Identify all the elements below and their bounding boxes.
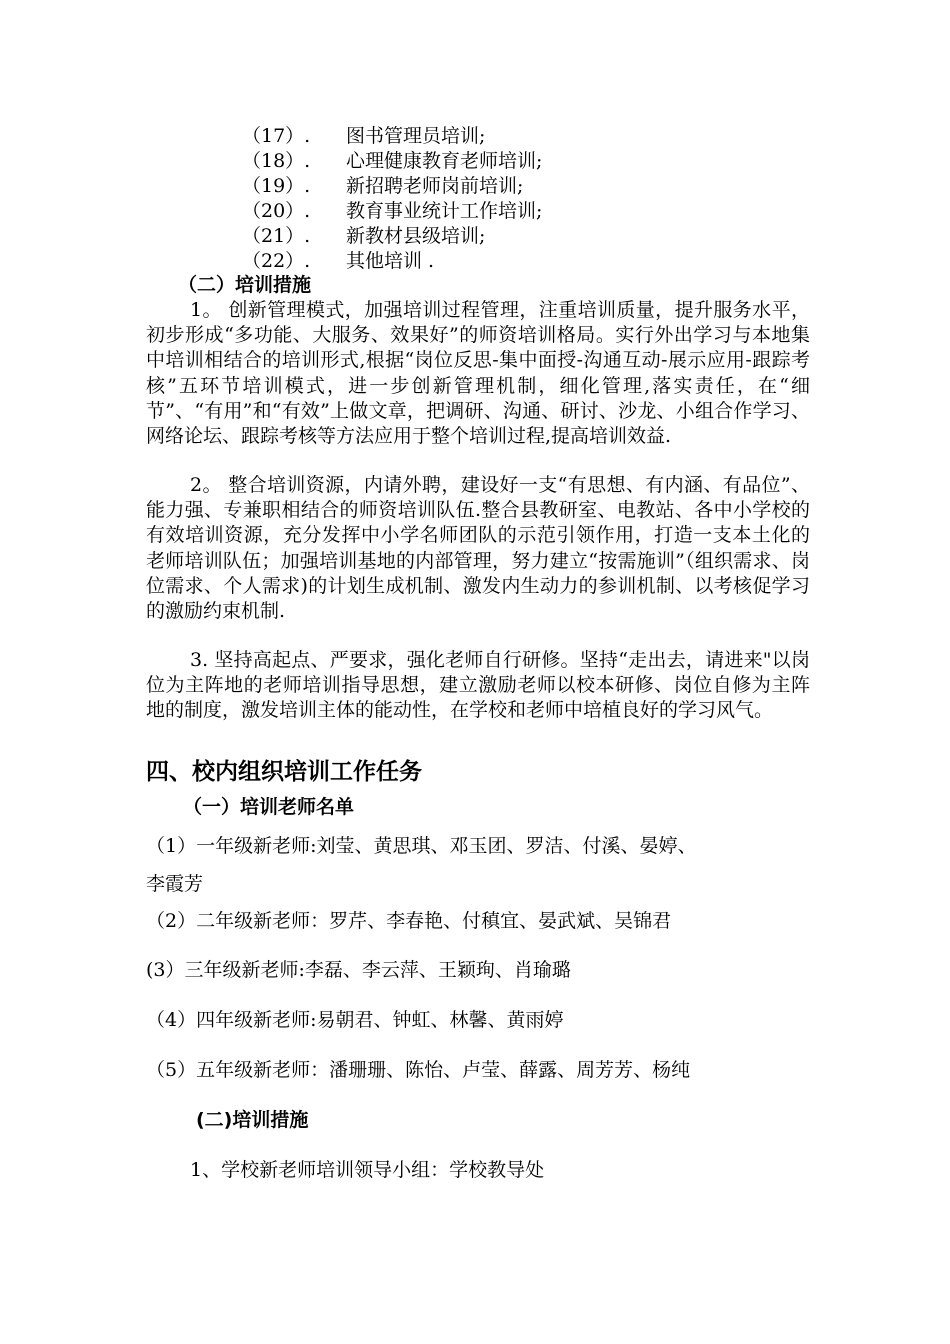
- list-item-text: 心理健康教育老师培训;: [346, 150, 543, 172]
- list-item: [242, 124, 485, 149]
- roster-line: （2）二年级新老师：罗芹、李春艳、付稹宜、晏武斌、吴锦君: [146, 910, 672, 932]
- list-item-text: 其他培训 .: [346, 250, 435, 272]
- list-item-number: （18）.: [242, 150, 311, 172]
- roster-line: （5）五年级新老师：潘珊珊、陈怡、卢莹、薛露、周芳芳、杨纯: [146, 1059, 691, 1081]
- list-item-text: 图书管理员培训;: [346, 125, 486, 147]
- leader-group-line: 1、学校新老师培训领导小组：学校教导处: [190, 1159, 545, 1181]
- section-heading: 四、校内组织培训工作任务: [146, 759, 422, 785]
- measures-heading: （二）培训措施: [178, 274, 312, 296]
- list-item: [242, 149, 542, 174]
- list-item: [242, 199, 542, 224]
- list-item-text: 教育事业统计工作培训;: [346, 200, 543, 222]
- list-item-number: （17）.: [242, 125, 311, 147]
- list-item-number: （21）.: [242, 225, 311, 247]
- list-item-text: 新教材县级培训;: [346, 225, 486, 247]
- measures2-heading: (二)培训措施: [196, 1109, 309, 1131]
- list-item: [242, 249, 434, 274]
- list-item-text: 新招聘老师岗前培训;: [346, 175, 524, 197]
- roster-heading: （一）培训老师名单: [183, 796, 355, 818]
- list-item-number: （19）.: [242, 175, 311, 197]
- list-item-number: （22）.: [242, 250, 311, 272]
- measure-paragraph-2: 2。 整合培训资源，内请外聘，建设好一支“有思想、有内涵、有品位”、能力强、专兼职相结合的师资培训队伍.整合县教研室、电教站、各中小学校的有效培训资源，充分发挥中小学名师团队的示范引领作用，打造一支本土化的老师培训队伍；加强培训基地的内部管理，努力建立“按需施训”（组织需求、岗位需求、个人需求)的计划生成机制、激发内生动力的参训机制、以考核促学习的激励约束机制.: [146, 474, 810, 623]
- list-item: [242, 224, 485, 249]
- list-item: [242, 174, 523, 199]
- list-item-number: （20）.: [242, 200, 311, 222]
- roster-line: （4）四年级新老师:易朝君、钟虹、林馨、黄雨婷: [146, 1009, 564, 1031]
- measure-paragraph-3: 3. 坚持高起点、严要求，强化老师自行研修。坚持“走出去，请进来"以岗位为主阵地的老师培训指导思想，建立激励老师以校本研修、岗位自修为主阵地的制度，激发培训主体的能动性，在学校和老师中培植良好的学习风气。: [146, 649, 810, 722]
- roster-line: （1）一年级新老师:刘莹、黄思琪、邓玉团、罗洁、付溪、晏婷、: [146, 835, 697, 857]
- measure-paragraph-1: 1。 创新管理模式，加强培训过程管理，注重培训质量，提升服务水平，初步形成“多功能、大服务、效果好”的师资培训格局。实行外出学习与本地集中培训相结合的培训形式,根据“岗位反思-集中面授-沟通互动-展示应用-跟踪考核”五环节培训模式，进一步创新管理机制，细化管理,落实责任，在“细节”、“有用”和“有效”上做文章，把调研、沟通、研讨、沙龙、小组合作学习、网络论坛、跟踪考核等方法应用于整个培训过程,提高培训效益.: [146, 299, 810, 448]
- roster-line: 李霞芳: [146, 873, 204, 895]
- roster-line: (3）三年级新老师:李磊、李云萍、王颖珣、肖瑜璐: [146, 959, 571, 981]
